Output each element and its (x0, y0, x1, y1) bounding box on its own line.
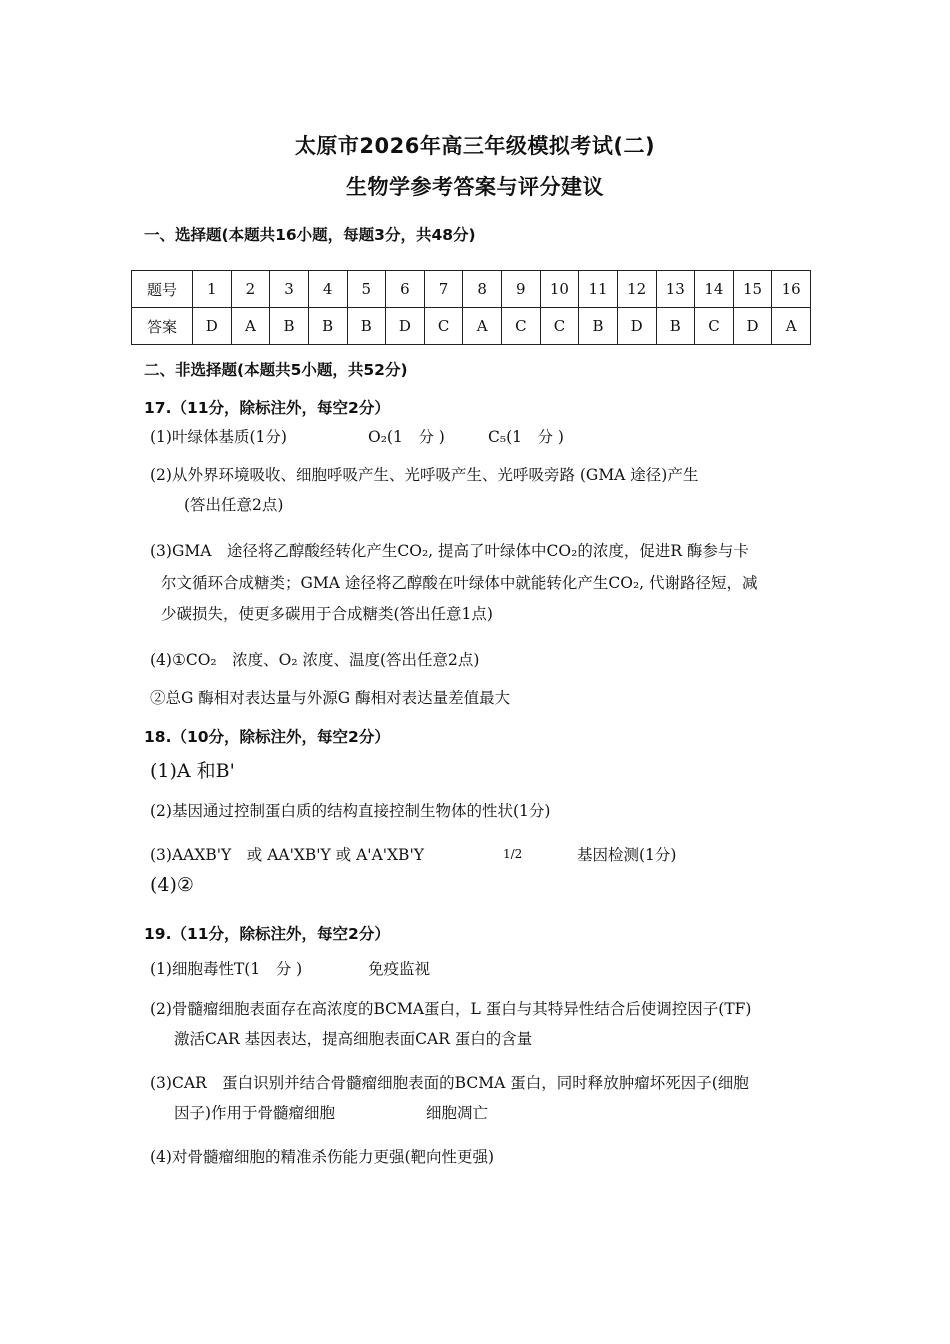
q17-answer-4-line2: ②总G 酶相对表达量与外源G 酶相对表达量差值最大 (150, 689, 511, 707)
question-number: 10 (540, 271, 579, 308)
q18-answer-4: (4)② (150, 874, 194, 896)
q17-answer-2-line1: (2)从外界环境吸收、细胞呼吸产生、光呼吸产生、光呼吸旁路 (GMA 途径)产生 (150, 466, 699, 484)
answer-cell: D (386, 308, 425, 345)
q17-answer-4-line1: (4)①CO₂ 浓度、O₂ 浓度、温度(答出任意2点) (150, 651, 480, 669)
q19-answer-1b: 免疫监视 (368, 960, 431, 978)
question-number: 4 (308, 271, 347, 308)
answer-cell: B (270, 308, 309, 345)
q19-answer-2-line2: 激活CAR 基因表达，提高细胞表面CAR 蛋白的含量 (174, 1030, 533, 1048)
question-number: 15 (733, 271, 772, 308)
answer-cell: B (308, 308, 347, 345)
question-number: 8 (463, 271, 502, 308)
q18-answer-1: (1)A 和B' (150, 760, 235, 782)
document-subtitle: 生物学参考答案与评分建议 (346, 175, 604, 199)
question-number: 2 (231, 271, 270, 308)
row-label-number: 题号 (132, 271, 193, 308)
q17-answer-3-line3: 少碳损失，使更多碳用于合成糖类(答出任意1点) (161, 605, 493, 623)
question-number: 11 (579, 271, 618, 308)
question-number: 5 (347, 271, 386, 308)
section-2-heading: 二、非选择题(本题共5小题，共52分) (144, 361, 408, 379)
q18-answer-3a: (3)AAXB'Y 或 AA'XB'Y 或 A'A'XB'Y (150, 846, 424, 864)
answer-cell: C (502, 308, 541, 345)
q18-answer-2: (2)基因通过控制蛋白质的结构直接控制生物体的性状(1分) (150, 802, 551, 820)
answer-cell: C (424, 308, 463, 345)
q17-answer-1c: C₅(1 分 ) (488, 428, 564, 446)
answer-row (132, 308, 811, 345)
question-number: 6 (386, 271, 425, 308)
answer-cell: A (772, 308, 811, 345)
q18-answer-3b: 1/2 (503, 847, 523, 861)
question-number: 13 (656, 271, 695, 308)
question-number: 7 (424, 271, 463, 308)
q17-answer-1b: O₂(1 分 ) (368, 428, 445, 446)
q19-answer-3-line1: (3)CAR 蛋白识别并结合骨髓瘤细胞表面的BCMA 蛋白，同时释放肿瘤坏死因子(细胞 (150, 1074, 749, 1092)
answer-cell: A (231, 308, 270, 345)
answer-cell: C (540, 308, 579, 345)
q19-answer-4: (4)对骨髓瘤细胞的精准杀伤能力更强(靶向性更强) (150, 1148, 495, 1166)
q19-answer-1a: (1)细胞毒性T(1 分 ) (150, 960, 303, 978)
question-number: 12 (617, 271, 656, 308)
q18-heading: 18.（10分，除标注外，每空2分） (144, 728, 390, 746)
answer-cell: B (579, 308, 618, 345)
q19-answer-2-line1: (2)骨髓瘤细胞表面存在高浓度的BCMA蛋白，L 蛋白与其特异性结合后使调控因子(TF) (150, 1000, 752, 1018)
question-number: 16 (772, 271, 811, 308)
q17-answer-1a: (1)叶绿体基质(1分) (150, 428, 287, 446)
q19-heading: 19.（11分，除标注外，每空2分） (144, 925, 390, 943)
answer-cell: D (733, 308, 772, 345)
q17-answer-3-line1: (3)GMA 途径将乙醇酸经转化产生CO₂, 提高了叶绿体中CO₂的浓度，促进R 酶参与卡 (150, 542, 749, 560)
document-title: 太原市2026年高三年级模拟考试(二) (294, 134, 656, 158)
q17-answer-2-line2: (答出任意2点) (184, 496, 284, 514)
q19-answer-3-line2a: 因子)作用于骨髓瘤细胞 (174, 1104, 336, 1122)
answer-cell: B (347, 308, 386, 345)
question-number: 3 (270, 271, 309, 308)
question-number-row (132, 271, 811, 308)
question-number: 14 (695, 271, 734, 308)
q18-answer-3c: 基因检测(1分) (577, 846, 677, 864)
q19-answer-3-line2b: 细胞凋亡 (426, 1104, 489, 1122)
answer-cell: C (695, 308, 734, 345)
answer-cell: D (193, 308, 232, 345)
section-1-heading: 一、选择题(本题共16小题，每题3分，共48分) (144, 226, 476, 244)
q17-heading: 17.（11分，除标注外，每空2分） (144, 399, 390, 417)
answer-cell: B (656, 308, 695, 345)
question-number: 1 (193, 271, 232, 308)
question-number: 9 (502, 271, 541, 308)
answer-table (131, 270, 811, 345)
q17-answer-3-line2: 尔文循环合成糖类；GMA 途径将乙醇酸在叶绿体中就能转化产生CO₂, 代谢路径短，减 (161, 574, 758, 592)
row-label-answer: 答案 (132, 308, 193, 345)
answer-cell: A (463, 308, 502, 345)
answer-cell: D (617, 308, 656, 345)
